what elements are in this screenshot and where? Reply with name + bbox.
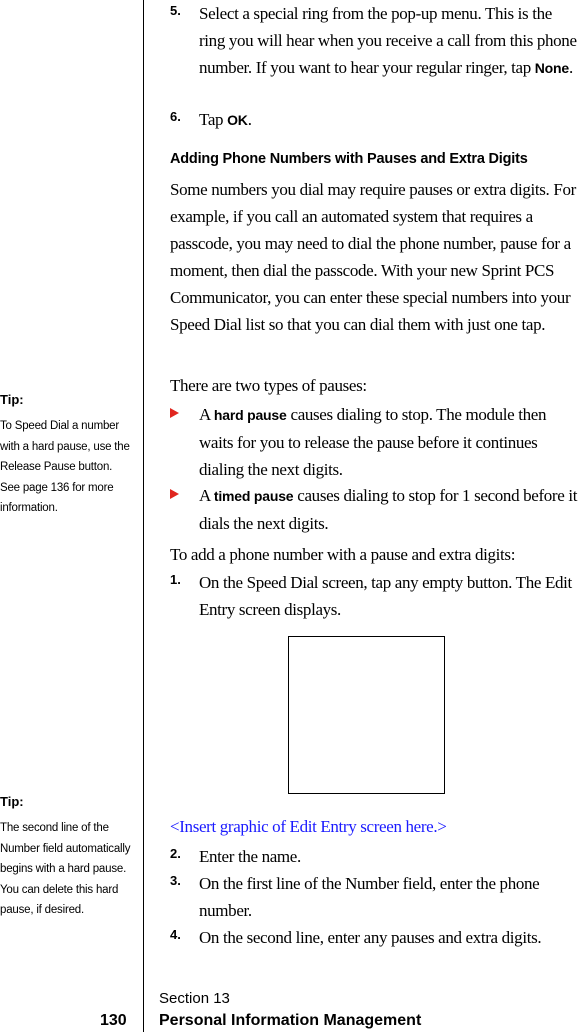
page-number: 130 — [100, 1012, 127, 1029]
step-number: 6. — [170, 109, 181, 124]
step-2 — [170, 843, 579, 870]
step-6 — [170, 106, 579, 134]
step-5 — [170, 0, 579, 82]
bullet-prefix: A — [199, 486, 214, 505]
footer-section-label: Section 13 — [159, 990, 230, 1007]
bullet-arrow-icon — [170, 408, 179, 418]
step-number: 5. — [170, 3, 181, 18]
bullet-timed-pause — [170, 482, 579, 537]
tip-text: The second line of the Number field automatically begins with a hard pause. You can delete this hard pause, if desired. — [0, 822, 131, 916]
step-text: On the second line, enter any pauses and extra digits. — [199, 928, 542, 947]
step-text-end: . — [247, 110, 252, 129]
step-bold-term: OK — [227, 112, 248, 128]
tip-title: Tip: — [0, 794, 24, 809]
bullet-description: causes dialing to stop for 1 second before it dials the next digits. — [199, 486, 578, 533]
step-text-part: Tap — [199, 110, 228, 129]
insert-graphic-placeholder: <Insert graphic of Edit Entry screen here.> — [170, 817, 447, 836]
step-number: 4. — [170, 927, 181, 942]
bullet-description: causes dialing to stop. The module then waits for you to release the pause before it continues dialing the next digits. — [199, 405, 547, 479]
bullet-bold-term: hard pause — [213, 407, 287, 423]
step-4 — [170, 924, 579, 951]
step-text-part: Select a special ring from the pop-up menu. This is the ring you will hear when you receive a call from this phone number. If you want to hear your regular ringer, tap — [199, 4, 577, 77]
procedure-intro: To add a phone number with a pause and extra digits: — [170, 545, 516, 564]
step-text-end: . — [568, 58, 573, 77]
step-bold-term: None — [534, 60, 569, 76]
step-3 — [170, 870, 579, 924]
tip-text: To Speed Dial a number with a hard pause, use the Release Pause button. See page 136 for more information. — [0, 420, 130, 514]
step-number: 2. — [170, 846, 181, 861]
step-text — [199, 0, 579, 82]
intro-paragraph: Some numbers you dial may require pauses or extra digits. For example, if you call an automated system that requires a passcode, you may need to dial the phone number, pause for a moment, then dial the passcode. With your new Sprint PCS Communicator, you can enter these special numbers into your Speed Dial list so that you can dial them with just one tap. — [170, 180, 576, 334]
tip-title: Tip: — [0, 392, 24, 407]
bullet-bold-term: timed pause — [213, 488, 294, 504]
bullet-text — [199, 482, 579, 537]
step-number: 1. — [170, 572, 181, 587]
footer-section-title: Personal Information Management — [159, 1012, 422, 1029]
tip-2 — [0, 794, 135, 921]
bullet-text — [199, 401, 579, 483]
pause-types-intro: There are two types of pauses: — [170, 376, 367, 395]
step-1 — [170, 569, 579, 623]
bullet-arrow-icon — [170, 489, 179, 499]
bullet-prefix: A — [199, 405, 214, 424]
margin-rule — [143, 0, 144, 1032]
tip-1 — [0, 392, 135, 519]
bullet-hard-pause — [170, 401, 579, 483]
section-heading: Adding Phone Numbers with Pauses and Extra Digits — [170, 151, 528, 167]
step-text: Enter the name. — [199, 847, 301, 866]
image-placeholder-frame — [288, 636, 445, 794]
step-number: 3. — [170, 873, 181, 888]
step-text: On the Speed Dial screen, tap any empty button. The Edit Entry screen displays. — [199, 573, 572, 619]
step-text: On the first line of the Number field, enter the phone number. — [199, 874, 540, 920]
step-text — [199, 106, 579, 134]
